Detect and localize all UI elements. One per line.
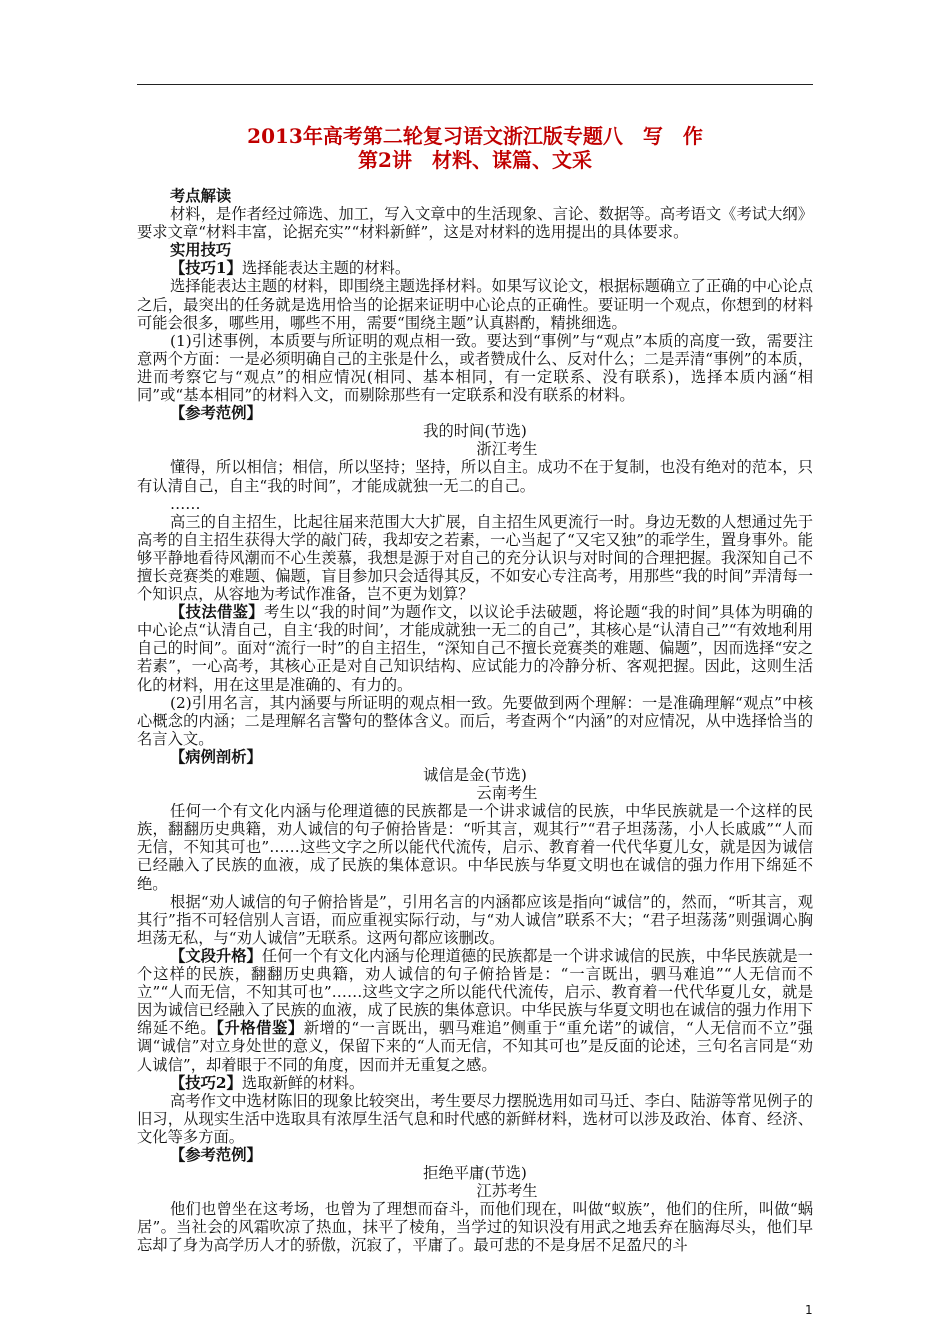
- paragraph: [137, 947, 813, 1074]
- paragraph: [137, 1074, 813, 1092]
- paragraph: 根据“劝人诚信的句子俯拾皆是”，引用名言的内涵都应该是指向“诚信”的，然而，“听其言，观其行”指不可轻信别人言语，而应重视实际行动，与“劝人诚信”联系不大；“君子坦荡荡”则强调心胸坦荡无私，与“劝人诚信”无联系。这两句都应该删改。: [137, 892, 813, 947]
- section-heading-shiyong: 实用技巧: [170, 241, 232, 260]
- tip-label: 【技法借鉴】: [170, 603, 264, 622]
- tip-label: 【升格借鉴】: [216, 1019, 304, 1038]
- essay-author: 浙江考生: [476, 440, 538, 459]
- example-heading: 【参考范例】: [170, 1145, 262, 1164]
- tip-text: 选取新鲜的材料。: [241, 1073, 365, 1092]
- paragraph: 高考作文中选材陈旧的现象比较突出，考生要尽力摆脱选用如司马迁、李白、陆游等常见例子的旧习，从现实生活中选取具有浓厚生活气息和时代感的新鲜材料，选材可以涉及政治、体育、经济、文化等多方面。: [137, 1091, 813, 1146]
- page-number: 1: [805, 1303, 813, 1317]
- paragraph: 他们也曾坐在这考场，也曾为了理想而奋斗，而他们现在，叫做“蚁族”，他们的住所，叫做“蜗居”。当社会的风霜吹凉了热血，抹平了棱角，当学过的知识没有用武之地丢弃在脑海尽头，他们早忘却了身为高学历人才的骄傲，沉寂了，平庸了。最可悲的不是身居不足盈尺的斗: [137, 1200, 813, 1255]
- paragraph: (2)引用名言，其内涵要与所证明的观点相一致。先要做到两个理解：一是准确理解“观点”中核心概念的内涵；二是理解名言警句的整体含义。而后，考查两个“内涵”的对应情况，从中选择恰当的名言入文。: [137, 693, 813, 748]
- tip-text: 选择能表达主题的材料。: [241, 259, 411, 278]
- case-heading: 【病例剖析】: [170, 747, 262, 766]
- tip-text: 考生以“我的时间”为题作文，以议论手法破题，将论题“我的时间”具体为明确的中心论点“认清自己，自主‘我的时间’，才能成就独一无二的自己”，其核心是“认清自己”“有效地利用自己的时间”。面对“流行一时”的自主招生，“深知自己不擅长竞赛类的难题、偏题”，因而选择“安之若素”，一心高考，其核心正是对自己知识结构、应试能力的冷静分析、客观把握。因此，这则生活化的材料，用在这里是准确的、有力的。: [137, 603, 814, 694]
- essay-author: 江苏考生: [476, 1182, 538, 1201]
- paragraph: [137, 259, 813, 277]
- example-heading: 【参考范例】: [170, 404, 262, 423]
- tip-text: 新增的“一言既出，驷马难追”侧重于“重允诺”的诚信，“人无信而不立”强调“诚信”对立身处世的意义，保留下来的“人而无信，不知其可也”是反面的论述，三句名言同是“劝人诚信”，却着眼于不同的角度，因而并无重复之感。: [137, 1019, 813, 1074]
- essay-author: 云南考生: [476, 784, 538, 803]
- header-rule: [137, 84, 813, 85]
- paragraph: 懂得，所以相信；相信，所以坚持；坚持，所以自主。成功不在于复制，也没有绝对的范本，只有认清自己，自主“我的时间”，才能成就独一无二的自己。: [137, 458, 813, 495]
- ellipsis: ……: [170, 494, 201, 513]
- tip-text: 任何一个有文化内涵与伦理道德的民族都是一个讲求诚信的民族，中华民族就是一个这样的民族，翻翻历史典籍，劝人诚信的句子俯拾皆是：“一言既出，驷马难追”“人无信而不立”“人而无信，不知其可也”……这些文字之所以能代代流传，启示、教育着一代代华夏儿女，就是因为诚信已经融入了民族的血液，成了民族的集体意识。中华民族与华夏文明也在诚信的强力作用下绵延不绝。: [137, 946, 813, 1038]
- section-heading-kaodian: 考点解读: [170, 187, 232, 205]
- tip-label: 【文段升格】: [170, 946, 262, 965]
- document-title: 2013年高考第二轮复习语文浙江版专题八 写 作: [247, 124, 703, 148]
- paragraph: 选择能表达主题的材料，即围绕主题选择材料。如果写议论文，根据标题确立了正确的中心论点之后，最突出的任务就是选用恰当的论据来证明中心论点的正确性。要证明一个观点，你想到的材料可能会很多，哪些用，哪些不用，需要“围绕主题”认真斟酌，精挑细选。: [137, 277, 813, 332]
- paragraph: [137, 603, 813, 693]
- tip-label: 【技巧1】: [170, 259, 242, 278]
- paragraph: (1)引述事例，本质要与所证明的观点相一致。要达到“事例”与“观点”本质的高度一致，需要注意两个方面：一是必须明确自己的主张是什么，或者赞成什么、反对什么；二是弄清“事例”的本质，进而考察它与“观点”的相应情况(相同、基本相同，有一定联系、没有联系)，选择本质内涵“相同”或“基本相同”的材料入文，而剔除那些有一定联系和没有联系的材料。: [137, 331, 813, 405]
- paragraph: 任何一个有文化内涵与伦理道德的民族都是一个讲求诚信的民族，中华民族就是一个这样的民族，翻翻历史典籍，劝人诚信的句子俯拾皆是：“听其言，观其行”“君子坦荡荡，小人长戚戚”“人而无信，不知其可也”……这些文字之所以能代代流传，启示、教育着一代代华夏儿女，就是因为诚信已经融入了民族的血液，成了民族的集体意识。中华民族与华夏文明也在诚信的强力作用下绵延不绝。: [137, 802, 813, 893]
- document-body: [137, 187, 813, 1255]
- essay-title: 我的时间(节选): [423, 422, 527, 441]
- essay-title: 拒绝平庸(节选): [423, 1164, 527, 1183]
- paragraph: 高三的自主招生，比起往届来范围大大扩展，自主招生风更流行一时。身边无数的人想通过先于高考的自主招生获得大学的敲门砖，我却安之若素，一心当起了“又宅又独”的乖学生，置身事外。能够平静地看待风潮而不心生羡慕，我想是源于对自己的充分认识与对时间的合理把握。我深知自己不擅长竞赛类的难题、偏题，盲目参加只会适得其反，不如安心专注高考，用那些“我的时间”弄清每一个知识点，从容地为考试作准备，岂不更为划算？: [137, 512, 813, 604]
- tip-label: 【技巧2】: [170, 1073, 242, 1092]
- paragraph: 材料，是作者经过筛选、加工，写入文章中的生活现象、言论、数据等。高考语文《考试大纲》要求文章“材料丰富，论据充实”“材料新鲜”，这是对材料的选用提出的具体要求。: [137, 205, 813, 242]
- document-subtitle: 第2讲 材料、谋篇、文采: [358, 148, 592, 172]
- essay-title: 诚信是金(节选): [423, 766, 527, 784]
